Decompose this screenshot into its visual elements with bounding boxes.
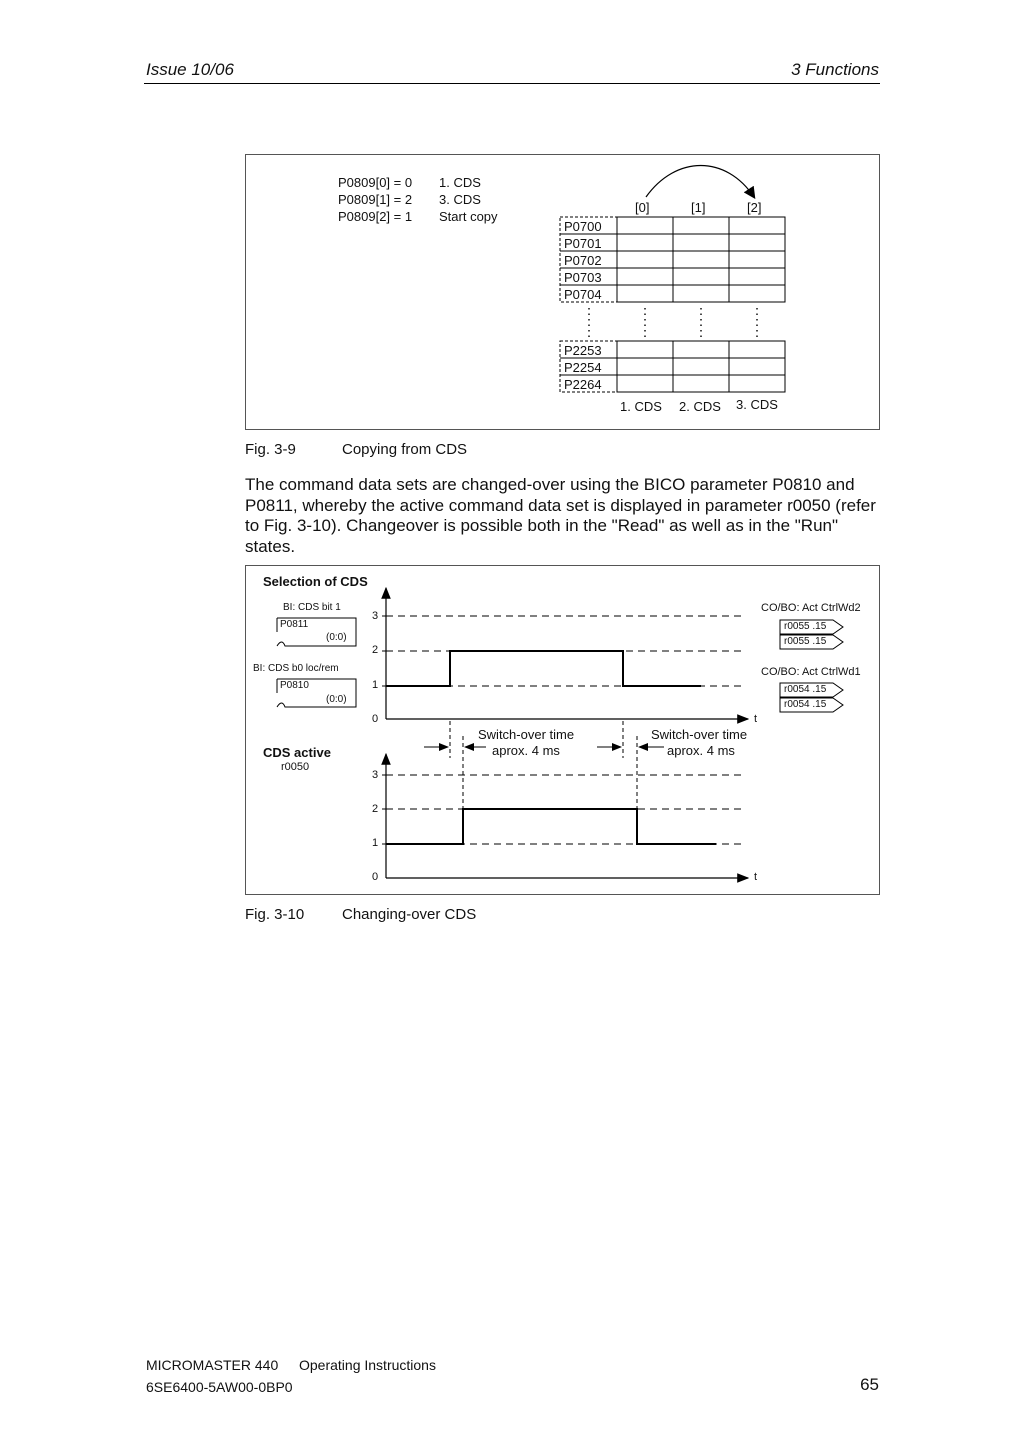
setting-value-1: 3. CDS — [439, 192, 481, 207]
figure-caption-number: Fig. 3-9 — [245, 441, 296, 458]
param-row-label: P0702 — [564, 253, 602, 268]
setting-param-0: P0809[0] = 0 — [338, 175, 413, 190]
index-header-1: [1] — [691, 200, 706, 215]
param-row-label: P0704 — [564, 287, 602, 302]
param-row-label: P2264 — [564, 377, 602, 392]
switch-label-1: Switch-over time — [478, 727, 575, 742]
bi1-label: BI: CDS bit 1 — [283, 602, 341, 613]
index-header-2: [2] — [747, 200, 762, 215]
selection-signal — [386, 651, 701, 686]
lower-tick-3: 3 — [372, 769, 379, 781]
upper-tick-3: 3 — [372, 610, 379, 622]
lower-tick-0: 0 — [372, 871, 379, 883]
copy-arrow — [646, 166, 754, 198]
setting-param-2: P0809[2] = 1 — [338, 209, 413, 224]
lower-tick-2: 2 — [372, 803, 379, 815]
co1-label: CO/BO: Act CtrlWd1 — [761, 666, 861, 678]
figure-caption-text: Copying from CDS — [342, 441, 468, 458]
co2-label: CO/BO: Act CtrlWd2 — [761, 602, 861, 614]
upper-tick-2: 2 — [372, 644, 379, 656]
header-rule — [144, 83, 880, 84]
active-title: CDS active — [263, 745, 331, 760]
switch-value-1: aprox. 4 ms — [492, 743, 560, 758]
bi1-param: P0811 — [280, 619, 309, 630]
footer-doc-type: Operating Instructions — [299, 1357, 436, 1373]
header-section: 3 Functions — [791, 60, 879, 79]
index-header-0: [0] — [635, 200, 650, 215]
param-row-label: P2254 — [564, 360, 602, 375]
co1-item: r0054 .15 — [784, 699, 827, 710]
param-row-label: P0701 — [564, 236, 602, 251]
co1-item: r0054 .15 — [784, 684, 827, 695]
page-number: 65 — [860, 1375, 879, 1394]
active-signal — [386, 809, 716, 844]
selection-title: Selection of CDS — [263, 574, 368, 589]
co2-item: r0055 .15 — [784, 621, 827, 632]
cds-label-2: 2. CDS — [679, 399, 721, 414]
cds-label-3: 3. CDS — [736, 397, 778, 412]
active-param: r0050 — [281, 761, 310, 773]
figure-caption-text: Changing-over CDS — [342, 906, 477, 923]
setting-param-1: P0809[1] = 2 — [338, 192, 413, 207]
upper-tick-0: 0 — [372, 713, 379, 725]
switch-value-2: aprox. 4 ms — [667, 743, 735, 758]
setting-value-2: Start copy — [439, 209, 498, 224]
bi0-label: BI: CDS b0 loc/rem — [253, 663, 339, 674]
param-row-label: P0700 — [564, 219, 602, 234]
lower-t-label: t — [754, 871, 758, 883]
upper-tick-1: 1 — [372, 679, 379, 691]
upper-t-label: t — [754, 713, 758, 725]
figure-caption-number: Fig. 3-10 — [245, 906, 305, 923]
figure-changing-over-cds — [245, 565, 880, 895]
param-row-label: P2253 — [564, 343, 602, 358]
footer-product: MICROMASTER 440 — [146, 1357, 279, 1373]
co2-item: r0055 .15 — [784, 636, 827, 647]
param-row-label: P0703 — [564, 270, 602, 285]
param-table-graphic — [246, 155, 879, 429]
header-issue: Issue 10/06 — [146, 60, 234, 79]
figure-copying-cds — [245, 154, 880, 430]
setting-value-0: 1. CDS — [439, 175, 481, 190]
bi0-param: P0810 — [280, 680, 309, 691]
switch-label-2: Switch-over time — [651, 727, 748, 742]
bi1-index: (0:0) — [326, 632, 347, 643]
lower-tick-1: 1 — [372, 837, 379, 849]
footer-order-number: 6SE6400-5AW00-0BP0 — [146, 1379, 293, 1395]
body-paragraph: The command data sets are changed-over using the BICO parameter P0810 and P0811, whereby the active command data set is displayed in parameter r0050 (refer to Fig. 3-10). Changeover is possible both in the "Read" as well as in the "Run" states. — [245, 475, 876, 556]
bi0-index: (0:0) — [326, 694, 347, 705]
cds-label-1: 1. CDS — [620, 399, 662, 414]
